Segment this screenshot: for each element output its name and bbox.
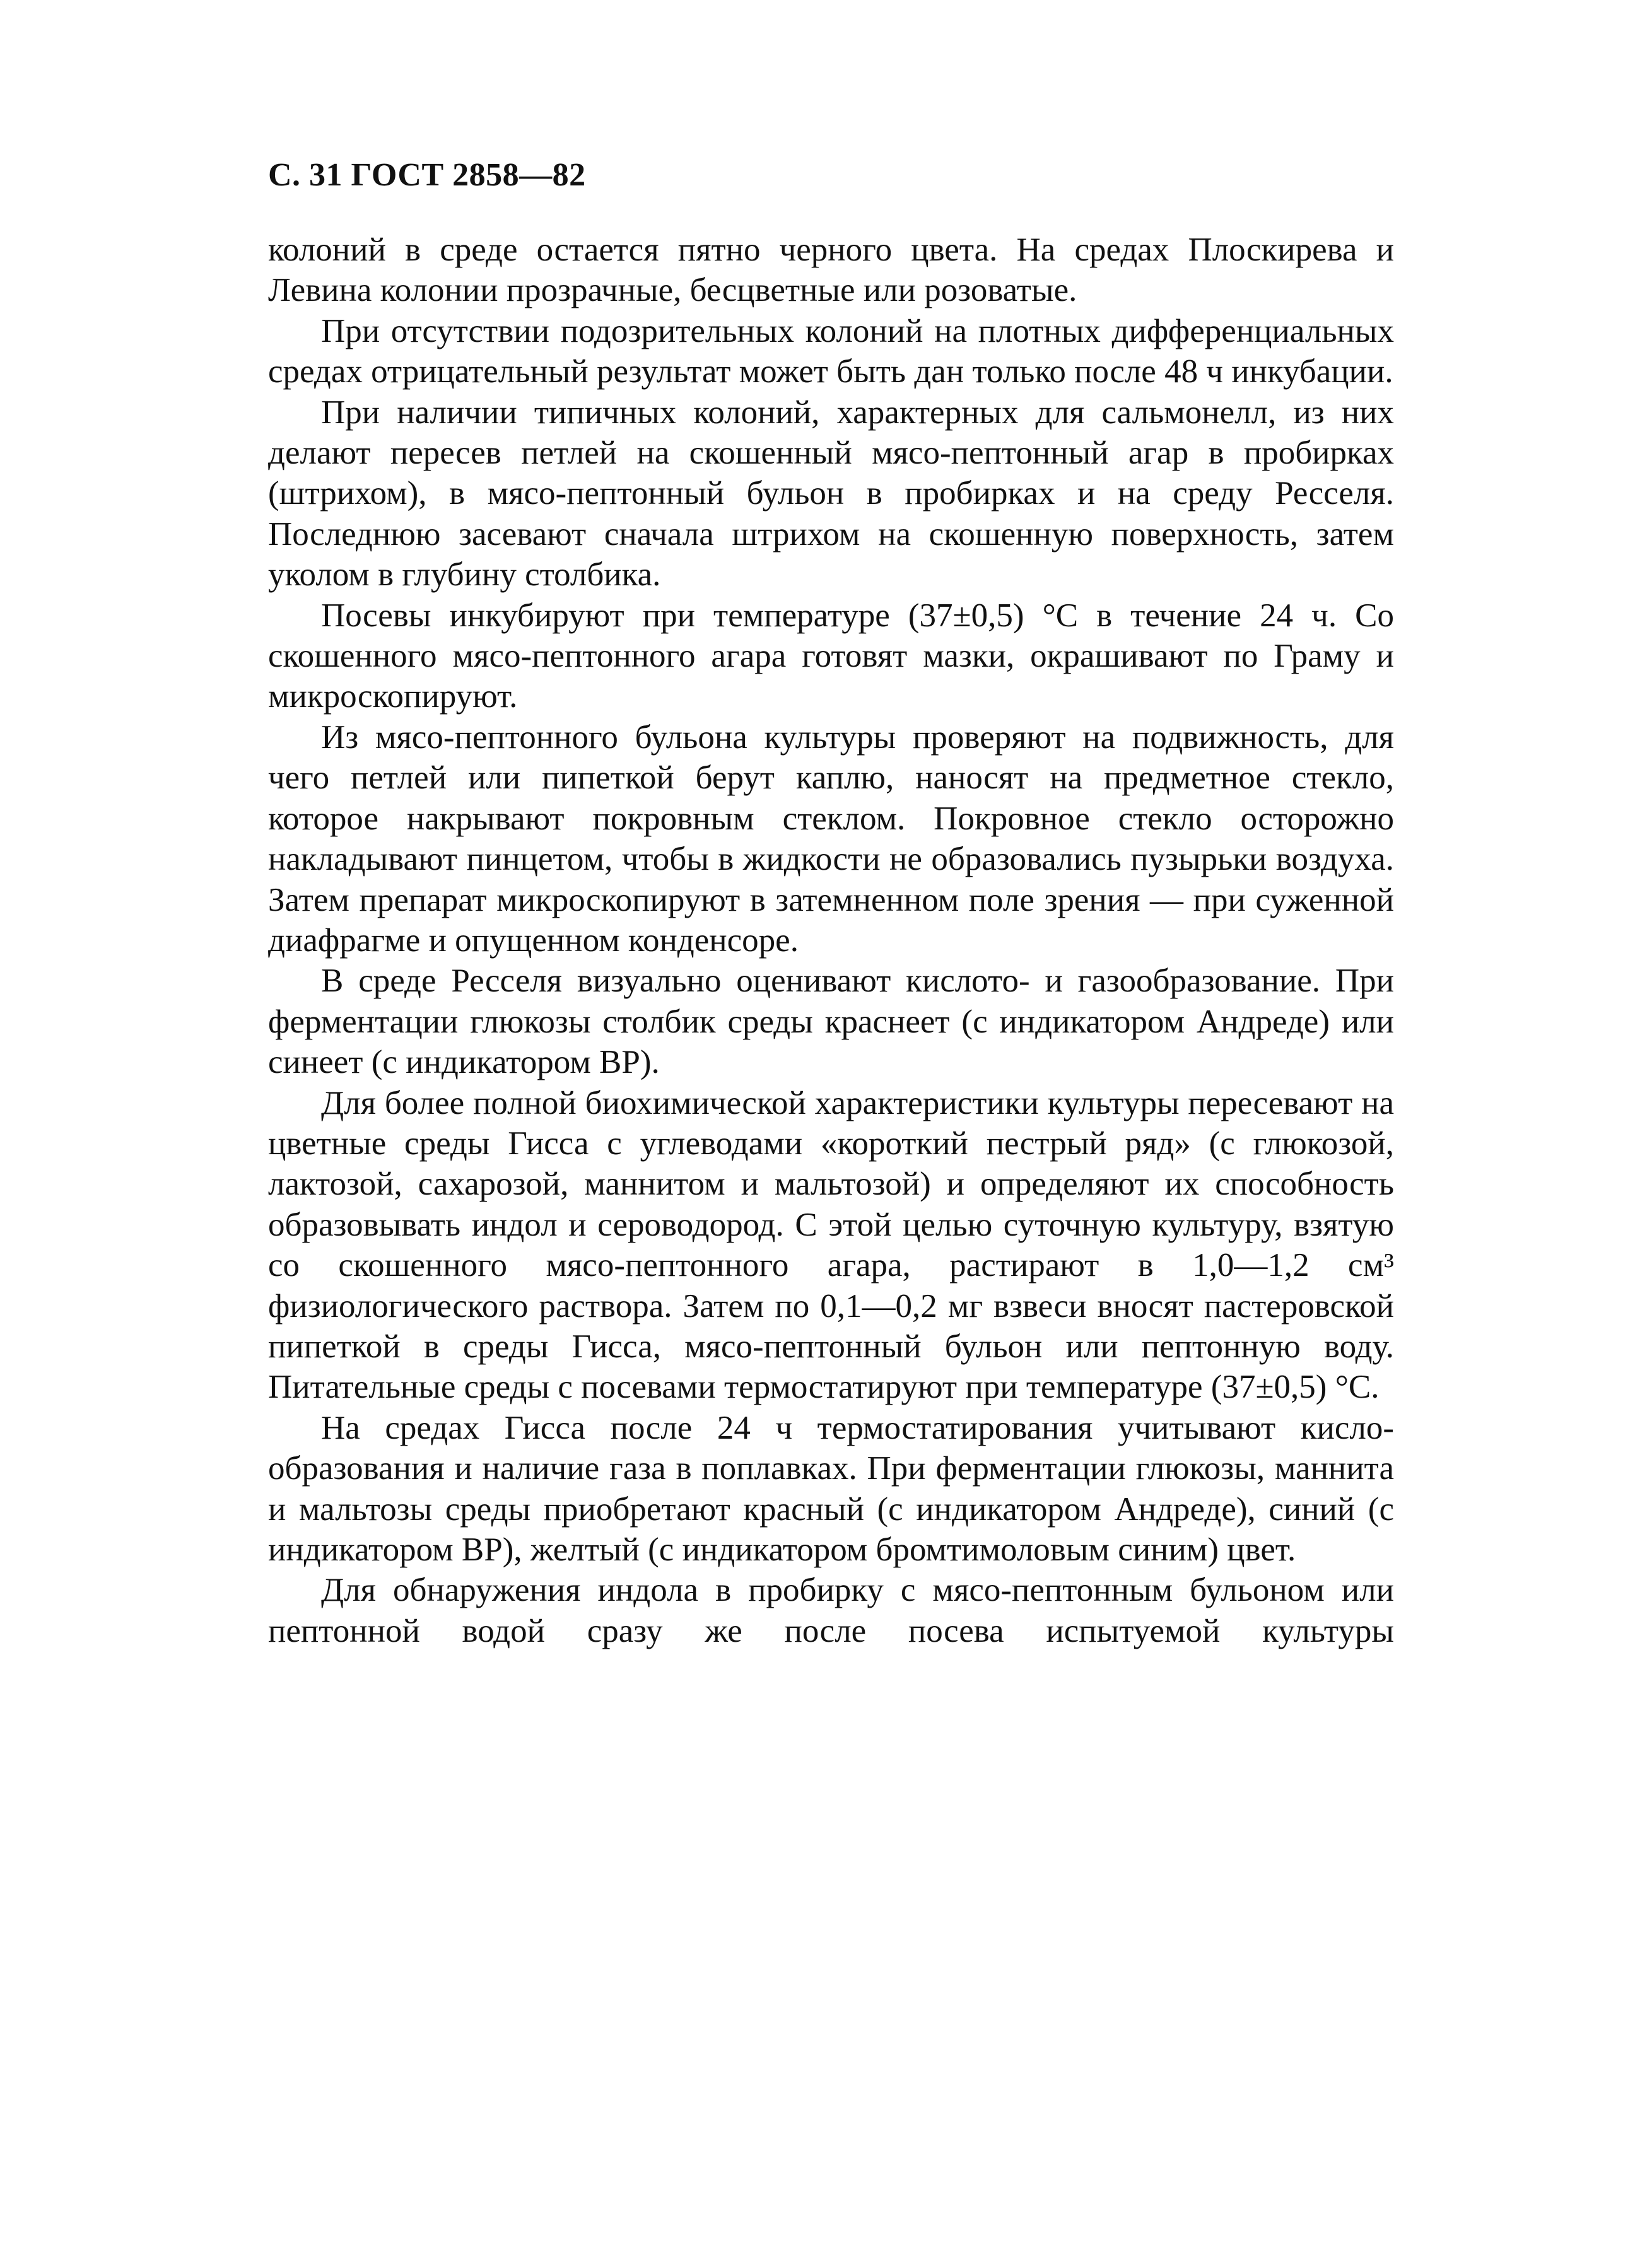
paragraph: Для более полной биохимической характеристики культуры пересевают на цветные среды Гисса с углеводами «короткий пестрый ряд» (с глюкозой, лактозой, сахарозой, маннитом и мальтозой) и определяют их способность образовывать индол и сероводород. С этой целью суточную культуру, взятую со скошенного мясо-пептонного агара, растирают в 1,0—1,2 см³ физиологического раствора. Затем по 0,1—0,2 мг взвеси вносят пастеровской пипеткой в среды Гисса, мясо-пептонный бульон или пептонную воду. Питательные среды с посевами термостатируют при температуре (37±0,5) °С. (268, 1084, 1394, 1406)
paragraph: Из мясо-пептонного бульона культуры проверяют на подвижность, для чего петлей или пипеткой берут каплю, наносят на предметное стекло, которое накрывают покровным стеклом. Покровное стекло осторожно накладывают пинцетом, чтобы в жидкости не образовались пузырьки воздуха. Затем препарат микроскопируют в затемненном поле зрения — при суженной диафрагме и опущенном конденсоре. (268, 718, 1394, 959)
body-text (268, 230, 1394, 1651)
paragraph: В среде Ресселя визуально оценивают кислото- и газообразование. При ферментации глюкозы столбик среды краснеет (с индикатором Андреде) или синеет (с индикатором ВР). (268, 962, 1394, 1081)
paragraph: При отсутствии подозрительных колоний на плотных дифференциальных средах отрицательный результат может быть дан только после 48 ч инкубации. (268, 312, 1394, 390)
paragraph: Посевы инкубируют при температуре (37±0,5) °С в течение 24 ч. Со скошенного мясо-пептонного агара готовят мазки, окрашивают по Граму и микроскопируют. (268, 597, 1394, 715)
paragraph: При наличии типичных колоний, характерных для сальмонелл, из них делают пересев петлей на скошенный мясо-пептонный агар в пробирках (штрихом), в мясо-пептонный бульон в пробирках и на среду Ресселя. Последнюю засевают сначала штрихом на скошенную поверхность, затем уколом в глубину столбика. (268, 394, 1394, 594)
paragraph: На средах Гисса после 24 ч термостатирования учитывают кислообразования и наличие газа в поплавках. При ферментации глюкозы, маннита и мальтозы среды приобретают красный (с индикатором Андреде), синий (с индикатором ВР), желтый (с индикатором бромтимоловым синим) цвет. (268, 1409, 1394, 1568)
paragraph-continuation: колоний в среде остается пятно черного цвета. На средах Плоскирева и Левина колонии прозрачные, бесцветные или розоватые. (268, 231, 1394, 309)
running-head: С. 31 ГОСТ 2858—82 (268, 157, 586, 193)
paragraph-continued: Для обнаружения индола в пробирку с мясо-пептонным бульоном или пептонной водой сразу же после посева испытуемой культуры (268, 1572, 1394, 1649)
